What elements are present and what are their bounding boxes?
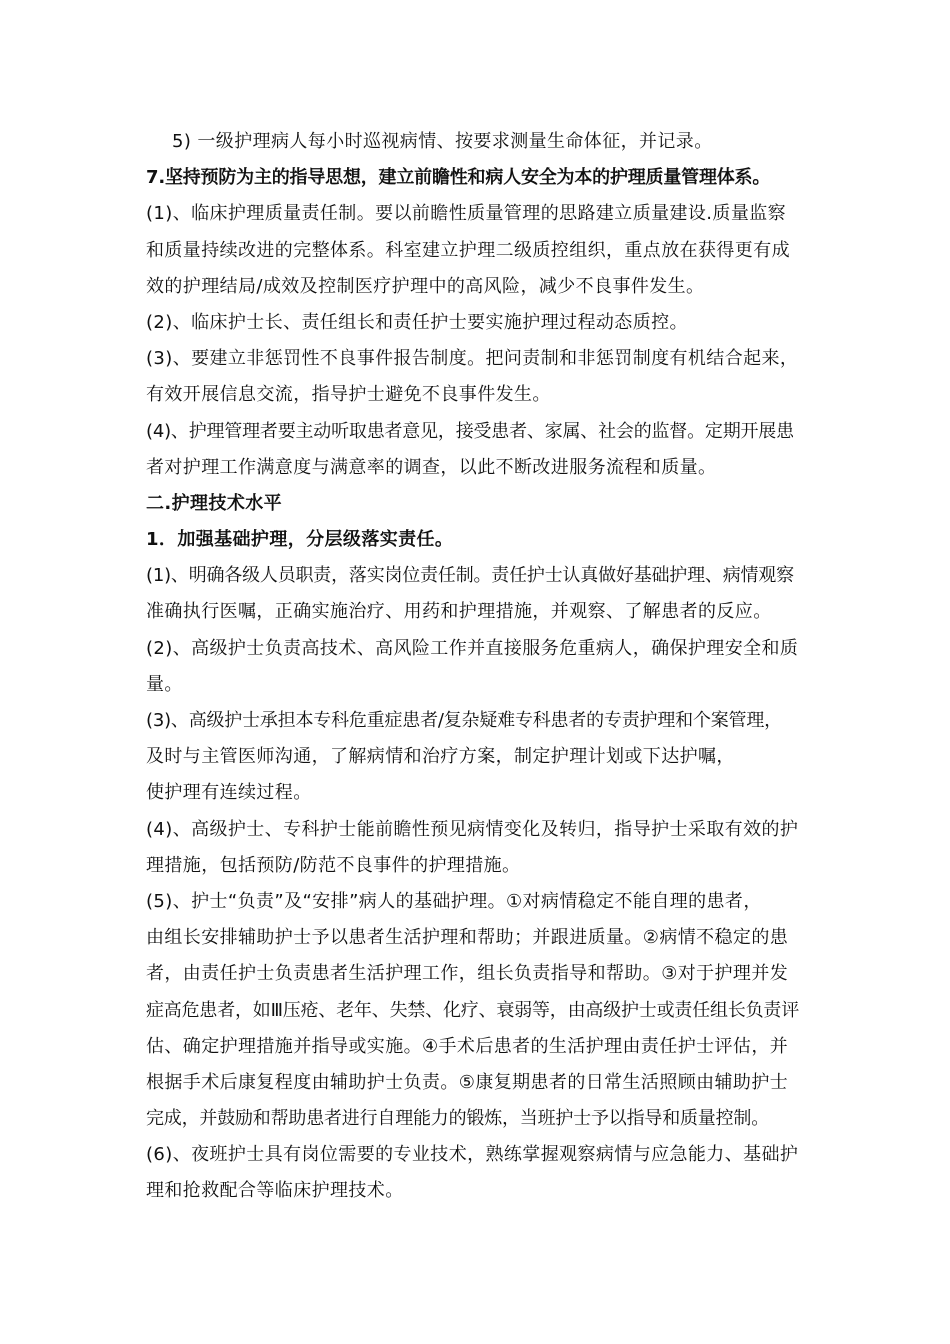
text-line: (3)、高级护士承担本专科危重症患者/复杂疑难专科患者的专责护理和个案管理， (146, 710, 782, 731)
text-line: (6)、夜班护士具有岗位需要的专业技术，熟练掌握观察病情与应急能力、基础护 (146, 1144, 799, 1166)
text-line: (1)、明确各级人员职责，落实岗位责任制。责任护士认真做好基础护理、病情观察 (146, 565, 794, 587)
text-line: 理和抢救配合等临床护理技术。 (146, 1180, 404, 1202)
text-line: 根据手术后康复程度由辅助护士负责。⑤康复期患者的日常生活照顾由辅助护士 (146, 1071, 789, 1093)
text-line: (5)、护士“负责”及“安排”病人的基础护理。①对病情稳定不能自理的患者， (146, 890, 762, 912)
text-line: 理措施，包括预防/防范不良事件的护理措施。 (146, 854, 521, 876)
text-line: (2)、临床护士长、责任组长和责任护士要实施护理过程动态质控。 (146, 311, 688, 333)
section-heading: 7.坚持预防为主的指导思想，建立前瞻性和病人安全为本的护理质量管理体系。 (146, 167, 771, 189)
text-line: 和质量持续改进的完整体系。科室建立护理二级质控组织，重点放在获得更有成 (146, 239, 790, 261)
text-line: (4)、高级护士、专科护士能前瞻性预见病情变化及转归，指导护士采取有效的护 (146, 818, 799, 840)
text-line: 效的护理结局/成效及控制医疗护理中的高风险，减少不良事件发生。 (146, 275, 705, 297)
text-line: 症高危患者，如Ⅲ压疮、老年、失禁、化疗、衰弱等，由高级护士或责任组长负责评 (146, 999, 800, 1021)
text-line: (1)、临床护理质量责任制。要以前瞻性质量管理的思路建立质量建设.质量监察 (146, 203, 787, 225)
text-line: 者，由责任护士负责患者生活护理工作，组长负责指导和帮助。③对于护理并发 (146, 963, 789, 985)
text-line: 使护理有连续过程。 (146, 782, 312, 804)
text-line: 量。 (146, 673, 183, 695)
section-heading: 二.护理技术水平 (146, 492, 283, 514)
text-line: (2)、高级护士负责高技术、高风险工作并直接服务危重病人，确保护理安全和质 (146, 637, 799, 659)
text-line: 有效开展信息交流，指导护士避免不良事件发生。 (146, 384, 551, 406)
text-line: 及时与主管医师沟通，了解病情和治疗方案，制定护理计划或下达护嘱， (146, 746, 735, 768)
subsection-heading: 1．加强基础护理，分层级落实责任。 (146, 529, 454, 551)
text-line: 者对护理工作满意度与满意率的调查，以此不断改进服务流程和质量。 (146, 456, 717, 478)
text-line: 完成，并鼓励和帮助患者进行自理能力的锻炼，当班护士予以指导和质量控制。 (146, 1108, 769, 1130)
text-line: 准确执行医嘱，正确实施治疗、用药和护理措施，并观察、了解患者的反应。 (146, 601, 772, 623)
text-line: 5) 一级护理病人每小时巡视病情、按要求测量生命体征，并记录。 (172, 131, 713, 152)
text-line: (3)、要建立非惩罚性不良事件报告制度。把问责制和非惩罚制度有机结合起来， (146, 348, 799, 370)
document-body (146, 124, 814, 1210)
text-line: (4)、护理管理者要主动听取患者意见，接受患者、家属、社会的监督。定期开展患 (146, 420, 794, 442)
text-line: 由组长安排辅助护士予以患者生活护理和帮助；并跟进质量。②病情不稳定的患 (146, 927, 789, 949)
text-line: 估、确定护理措施并指导或实施。④手术后患者的生活护理由责任护士评估，并 (146, 1035, 789, 1057)
